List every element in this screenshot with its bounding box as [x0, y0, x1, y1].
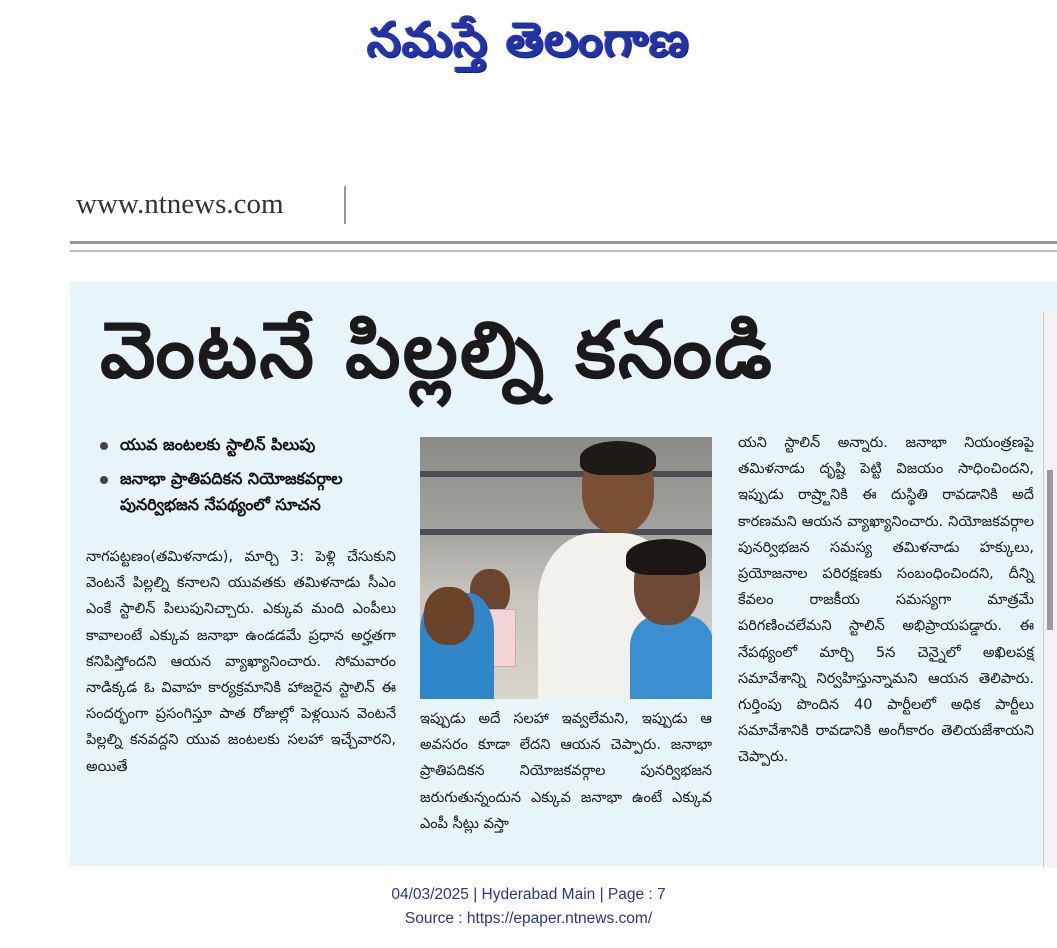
- photo-shelf: [420, 529, 712, 535]
- bullet-text: యువ జంటలకు స్టాలిన్ పిలుపు: [120, 435, 316, 454]
- photo-shelf: [420, 471, 712, 477]
- header-rule-top: [70, 241, 1057, 244]
- article-photo: [420, 437, 712, 699]
- header-rule-bottom: [70, 250, 1057, 252]
- header-separator: [344, 186, 346, 224]
- article-text: ఇప్పుడు అదే సలహా ఇవ్వలేమని, ఇప్పుడు ఆ అవసరం కూడా లేదని ఆయన చెప్పారు. జనాభా ప్రాతిపదికన నియోజకవర్గాల పునర్విభజన జరుగుతున్నందున ఎక్కువ జనాభా ఉంటే ఎక్కువ ఎంపీ సీట్లు వస్తా: [420, 711, 712, 832]
- article-text: నాగపట్టణం(తమిళనాడు), మార్చి 3: పెళ్లి చేసుకుని వెంటనే పిల్లల్ని కనాలని యువతకు తమిళనాడు సీఎం ఎంకే స్టాలిన్ పిలుపునిచ్చారు. ఎక్కువ మంది ఎంపీలు కావాలంటే ఎక్కువ జనాభా ఉండడమే ప్రధాన అర్హతగా కనిపిస్తోందని ఆయన వ్యాఖ్యానించారు. సోమవారం నాడిక్కడ ఓ వివాహ కార్యక్రమానికి హాజరైన స్టాలిన్ ఈ సందర్భంగా ప్రసంగిస్తూ పాత రోజుల్లో పెళ్లయిన వెంటనే పిల్లల్ని కనవద్దని యువ జంటలకు సలహా ఇచ్చేవారని, అయితే: [86, 549, 396, 775]
- bullet-text: జనాభా ప్రాతిపదికన నియోజకవర్గాల: [120, 469, 343, 488]
- photo-child: [630, 615, 712, 699]
- bullet-item-continued: [100, 492, 400, 518]
- page-footer: [0, 883, 1057, 931]
- footer-edition-info: 04/03/2025 | Hyderabad Main | Page : 7: [391, 886, 666, 903]
- article-column-1: [86, 544, 396, 780]
- site-url: www.ntnews.com: [76, 188, 284, 220]
- photo-child-hair: [626, 539, 706, 575]
- bullet-list: [100, 432, 400, 518]
- article-column-2: [420, 706, 712, 837]
- bullet-item: [100, 466, 400, 492]
- masthead-logo: [0, 4, 1057, 84]
- footer-source: Source : https://epaper.ntnews.com/: [404, 910, 653, 927]
- article-headline: వెంటనే పిల్లల్ని కనండి: [100, 306, 774, 396]
- scrollbar-thumb[interactable]: [1047, 470, 1053, 630]
- article-column-3: [738, 430, 1034, 771]
- bullet-dot-icon: [100, 476, 108, 484]
- article-text: యని స్టాలిన్ అన్నారు. జనాభా నియంత్రణపై తమిళనాడు దృష్టి పెట్టి విజయం సాధించిందని, ఇప్పుడు రాష్ర్టానికి ఈ దుస్థితి రావడానికి అదే కారణమని ఆయన వ్యాఖ్యానించారు. నియోజకవర్గాల పునర్విభజన సమస్య తమిళనాడు హక్కులు, ప్రయోజనాల పరిరక్షణకు సంబంధించిందని, దీన్ని కేవలం రాజకీయ సమస్యగా మాత్రమే పరిగణించలేమని స్టాలిన్ అభిప్రాయపడ్డారు. ఈ నేపథ్యంలో మార్చి 5న చెన్నైలో అఖిలపక్ష సమావేశాన్ని నిర్వహిస్తున్నామని ఆయన తెలిపారు. గుర్తింపు పొందిన 40 పార్టీలలో అధిక పార్టీలు సమావేశానికి రావడానికి అంగీకారం తెలియజేశాయని చెప్పారు.: [738, 435, 1034, 766]
- bullet-item: [100, 432, 400, 458]
- photo-person-hair: [580, 441, 656, 475]
- masthead-title: నమస్తే తెలంగాణ: [367, 12, 690, 68]
- bullet-dot-icon: [100, 442, 108, 450]
- photo-child-head: [424, 587, 474, 645]
- bullet-text: పునర్విభజన నేపథ్యంలో సూచన: [120, 495, 321, 514]
